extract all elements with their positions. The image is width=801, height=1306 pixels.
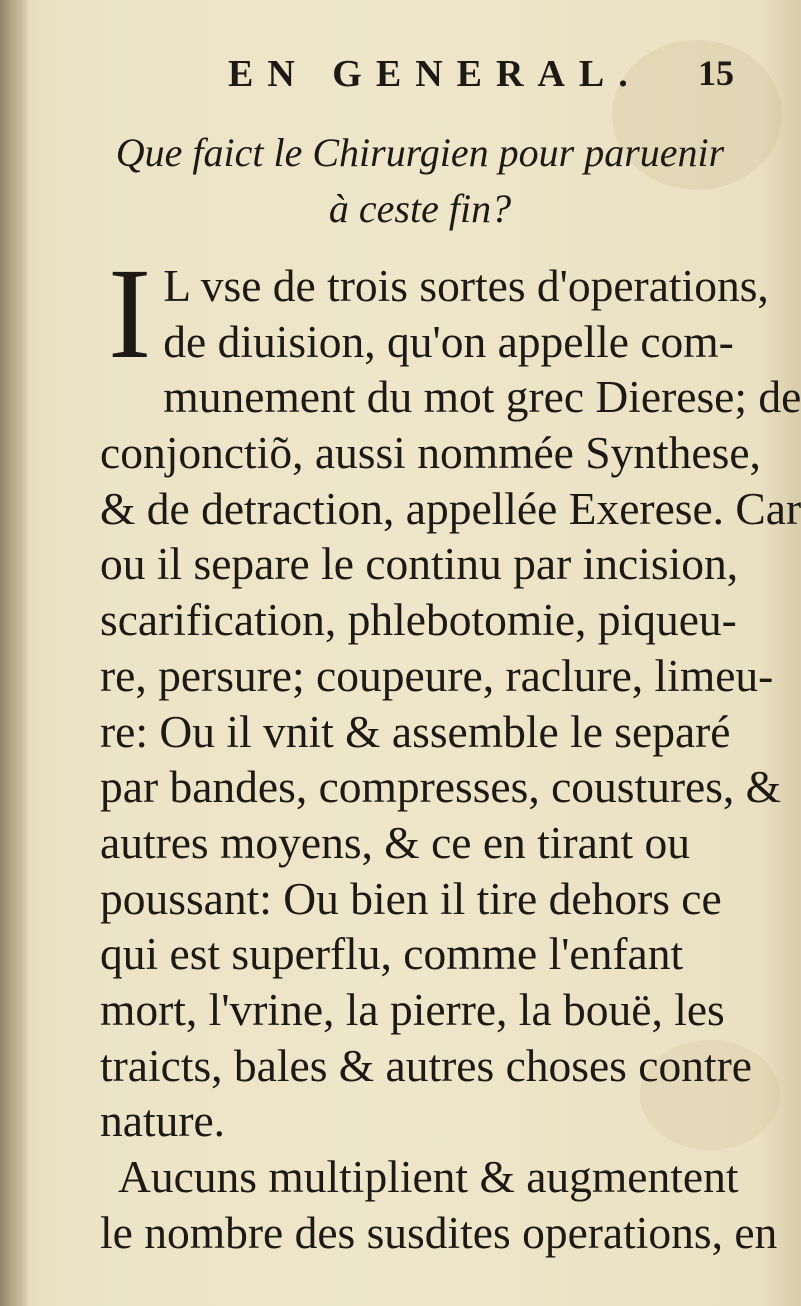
text-line: poussant: Ou bien il tire dehors ce: [100, 872, 722, 924]
text-line: mort, l'vrine, la pierre, la bouë, les: [100, 983, 725, 1035]
text-line: par bandes, compresses, coustures, &: [100, 761, 782, 813]
text-line: & de detraction, appellée Exerese. Car: [100, 482, 801, 534]
text-line: re: Ou il vnit & assemble le separé: [100, 705, 731, 757]
page-gutter: [0, 0, 30, 1306]
text-line: ou il separe le continu par incision,: [100, 538, 739, 590]
text-line: nature.: [100, 1095, 226, 1147]
text-line: L vse de trois sortes d'operations,: [163, 260, 769, 311]
text-line: munement du mot grec Dierese; de: [163, 371, 801, 423]
question-line: à ceste fin?: [328, 185, 512, 231]
page-number: 15: [698, 53, 734, 93]
question-line: Que faict le Chirurgien pour paruenir: [115, 130, 725, 175]
text-line: qui est superflu, comme l'enfant: [100, 928, 684, 980]
text-line: traicts, bales & autres choses contre: [100, 1039, 752, 1091]
text-line: scarification, phlebotomie, piqueu-: [100, 594, 737, 646]
text-line: Aucuns multiplient & augmentent: [118, 1151, 739, 1202]
text-line: conjonctiõ, aussi nommée Synthese,: [100, 427, 761, 479]
running-head-title: EN GENERAL.: [228, 53, 642, 95]
text-line: de diuision, qu'on appelle com-: [163, 315, 734, 367]
drop-cap: I: [108, 242, 152, 386]
text-line: re, persure; coupeure, raclure, limeu-: [100, 649, 774, 701]
text-line: le nombre des susdites operations, en: [100, 1206, 778, 1258]
body-text: [100, 242, 801, 1260]
text-line: autres moyens, & ce en tirant ou: [100, 816, 691, 868]
section-question: [100, 126, 740, 237]
